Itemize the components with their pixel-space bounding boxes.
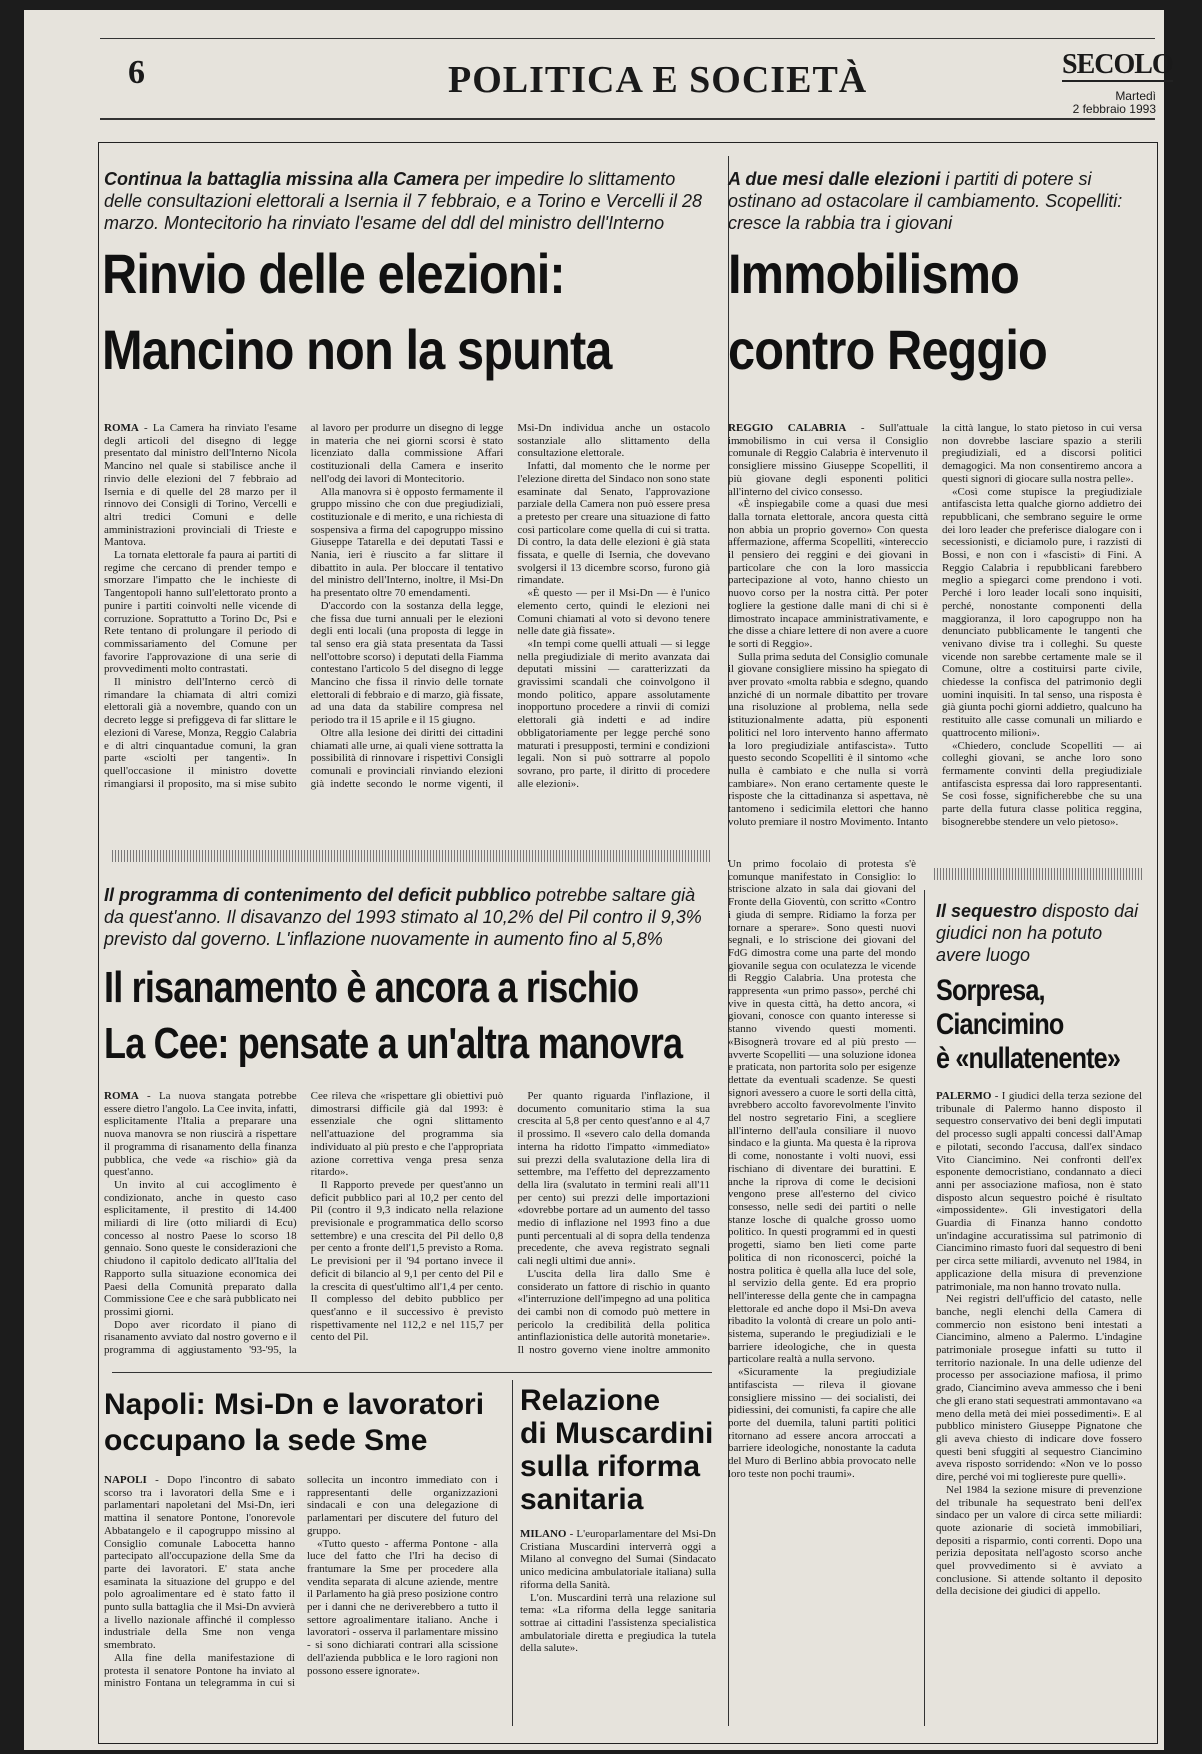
ciancimino-dateline: PALERMO <box>936 1090 992 1102</box>
rinvio-headline-1: Rinvio delle elezioni: <box>102 242 565 305</box>
reggio-paragraph: - Sull'attuale immobilismo in cui versa il Consiglio comunale di Reggio Calabria è intervenuto il consigliere missino Giuseppe Scopelliti, il più giovane degli esponenti politici all'interno del civico consesso. <box>728 422 928 498</box>
reggio-headline-2: contro Reggio <box>728 318 1047 381</box>
masthead-top-rule <box>100 38 1155 39</box>
rinvio-paragraph: Alla manovra si è opposto fermamente il gruppo missino che con due pregiudiziali, costituzionale e di merito, e una richiesta di sospensiva a firma del capogruppo missino Giuseppe Tatarella e dei deputati Tassi e Nania, ieri è riuscito a far slittare il dibattito in aula. Per bloccare il tentativo del ministro dell'Interno, inoltre, il Msi-Dn ha presentato oltre 70 emendamenti. <box>310 485 504 600</box>
risanamento-paragraph: L'uscita della lira dallo Sme è considerato un fattore di rischio in quanto «l'interruzione dell'impegno ad una politica dei cambi non di comodo può mettere in pericolo la credibilità della politica antinflazionistica delle autorità monetarie». Il nostro governo viene inoltre ammonito <box>517 1267 710 1357</box>
risanamento-dateline: ROMA <box>104 1090 139 1102</box>
rinvio-paragraph: La tornata elettorale fa paura ai partiti di regime che cercano di prender tempo e smorzare l'impatto che le inchieste di Tangentopoli hanno sull'elettorato pronto a punire i partiti coinvolti nelle vicende di corruzione. Soprattutto a Torino Dc, Psi e Rete tentano di prolungare il periodo di commissariamento del Comune per favorire l'approvazione di una serie di provvedimenti molto contrastati. <box>104 549 297 676</box>
risanamento-paragraph: Per quanto riguarda l'inflazione, il documento comunitario stima la sua crescita al 5,8 per cento quest'anno e al 4,7 il prossimo. Il «severo calo della domanda interna ha ridotto l'impatto «immediato» sui prezzi della svalutazione della lira di settembre, ma l'effetto del deprezzamento della lira (svalutato in termini reali all'11 per cento) sui prezzi delle importazioni «dovrebbe portare ad un aumento del tasso medio di inflazione nel 1993 fino a due punti percentuali al di sopra della tendenza precedente, che aveva registrato segnali cali negli ultimi due anni». <box>517 1090 710 1268</box>
bottom-section-rule <box>112 1372 712 1373</box>
risanamento-paragraph: Il Rapporto prevede per quest'anno un deficit pubblico pari al 10,2 per cento del Pil (contro il 9,3 indicato nella relazione previsionale e programmatica dello scorso settembre) e una crescita del Pil dello 0,8 per cento a fronte dell'1,5 previsto a Roma. Le previsioni per il '94 portano invece il deficit di bilancio al 9,1 per cento del Pil e la crescita di quest'ultimo all'1,4 per cento. Il complesso del debito pubblico per quest'anno e il successivo è previsto rispettivamente nel 112,2 e nel 115,7 per cento del Pil. <box>310 1178 504 1344</box>
rinvio-kicker-bold: Continua la battaglia missina alla Camera <box>104 169 460 189</box>
section-divider-right <box>934 868 1144 880</box>
ciancimino-paragraph: - I giudici della terza sezione del tribunale di Palermo hanno disposto il sequestro conservativo dei beni degli imputati del processo sugli appalti concessi dall'Amap e pilotati, secondo l'accusa, dall'ex sindaco Vito Ciancimino. Nei confronti dell'ex esponente democristiano, condannato a dieci anni per associazione mafiosa, non è stato disposto alcun sequestro poiché è risultato «impossidente». Gli investigatori della Guardia di Finanza hanno condotto un'indagine accuratissima sul patrimonio di Ciancimino rimasto fuori dal sequestro di beni per circa sette miliardi, avvenuto nel 1984, in applicazione della misura di prevenzione patrimoniale, ma non hanno trovato nulla. <box>936 1090 1142 1293</box>
napoli-paragraph: Alla fine della manifestazione di protesta il senatore Pontone ha inviato al ministro Fontana un telegramma in cui si sollecita un incontro immediato con i rappresentanti delle organizzazioni sindacali e con una delegazione di parlamentari per discutere del futuro del gruppo. <box>104 1474 498 1690</box>
muscardini-headline-line: di Muscardini <box>520 1417 714 1450</box>
column-rule-bottom <box>512 1380 513 1726</box>
reggio-paragraph: «Così come stupisce la pregiudiziale antifascista letta qualche giorno addietro dei repubblicani, che sembrano seguire le orme dei loro leader che preferisce dialogare con i secessionisti, e diciamolo pure, i razzisti di Bossi, e non con i «fascisti» di Fini. A Reggio Calabria i repubblicani farebbero meglio a spiegarci come prendono i voti. Perché i loro leader locali sono inquisiti, perché, nonostante componenti della maggioranza, il loro capogruppo non ha denunciato pubblicamente le tangenti che venivano divise tra i colleghi. Su queste vicende non sarebbe certamente male se il Comune, oltre a costituirsi parte civile, chiedesse la confisca del patrimonio degli uomini inquisiti. In tal senso, una risposta è già giunta pochi giorni addietro, qualcuno ha restituito alle casse comunali un miliardo e quattrocento milioni». <box>942 485 1142 739</box>
muscardini-headline-line: Relazione <box>520 1384 661 1417</box>
masthead-bottom-rule <box>100 118 1155 120</box>
napoli-body <box>104 1474 498 1726</box>
reggio-kicker-bold: A due mesi dalle elezioni <box>728 169 941 189</box>
muscardini-paragraph: L'on. Muscardini terrà una relazione sul tema: «La riforma della legge sanitaria sottrae ai cittadini l'assistenza specialistica ambulatoriale diretta e pregiudica la tutela della salute». <box>520 1591 716 1655</box>
reggio-paragraph: «È inspiegabile come a quasi due mesi dalla tornata elettorale, ancora questa città non abbia un proprio governo» Con questa affermazione, afferma Scopelliti, «intereccio il pensiero dei reggini e dei giovani in particolare che con la loro massiccia partecipazione al voto, hanno chiesto un nuovo corso per la nostra città. Per poter togliere la gestione dalle mani di chi si è dimostrato incapace amministrativamente, e che disse a chiare lettere di non avere a cuore le sorti di Reggio». <box>728 498 928 650</box>
rinvio-headline-2: Mancino non la spunta <box>102 318 612 381</box>
muscardini-headline-line: sulla riforma <box>520 1450 701 1483</box>
newspaper-logo: SECOLO <box>1062 49 1173 80</box>
muscardini-headline-line: sanitaria <box>520 1483 644 1516</box>
risanamento-headline-1: Il risanamento è ancora a rischio <box>104 963 639 1012</box>
column-rule-ciancimino <box>924 890 925 1726</box>
napoli-paragraph: - Dopo l'incontro di sabato scorso tra i lavoratori della Sme e i parlamentari napoletani del Msi-Dn, ieri mattina il senatore Pontone, l'onorevole Abbatangelo e il capogruppo missino al Consiglio comunale Labocetta hanno partecipato all'occupazione della Sme da parte dei lavoratori. E' stata anche esaminata la situazione del gruppo e del polo agroalimentare ed è stato fatto il punto sulla battaglia che il Msi-Dn avvierà a livello nazionale affinché il complesso industriale della Sme non venga smembrato. <box>104 1474 295 1652</box>
reggio-paragraph: «Sicuramente la pregiudiziale antifascista — rileva il giovane consigliere missino — dei socialisti, dei pidiessini, dei comunisti, fa capire che alle porte del duemila, taluni partiti politici ritornano ad essere ancora arroccati a barriere ideologiche, nonostante la caduta del Muro di Berlino abbia provocato nelle loro teste non pochi traumi». <box>728 1366 916 1480</box>
ciancimino-kicker-text: disposto dai giudici non ha potuto avere luogo <box>936 901 1139 965</box>
rinvio-paragraph: - La Camera ha rinviato l'esame degli articoli del disegno di legge presentato dal ministro dell'Interno Nicola Mancino nel quale si stabilisce anche il rinvio delle elezioni del 7 febbraio ad Isernia e di quelle del 28 marzo per il rinnovo dei Consigli di Torino, Vercelli e altri tredici Comuni e delle amministrazioni provinciali di Trieste e Mantova. <box>104 422 297 549</box>
ciancimino-kicker <box>936 900 1142 966</box>
issue-weekday: Martedì <box>1115 89 1156 103</box>
reggio-paragraph: Un primo focolaio di protesta s'è comunque manifestato in Consiglio: lo striscione alzato in sala dai giovani del Fronte della Gioventù, con scritto «Contro i giuda di sempre. Ridiamo la forza per tornare a sperare». Sono questi nuovi segnali, e lo striscione dei giovani del FdG dimostra come una parte del mondo giovanile segua con oculatezza le vicende di Reggio Calabria. Una protesta che rappresenta «un primo passo», perché chi vive in questa città, ha detto ancora, «i giovani, conosce con quanto interesse si stanno vivendo questi momenti. «Bisognerà trovare ed al più presto — avverte Scopelliti — una soluzione idonea e praticata, non partorita solo per esigenze dettate da eventuali scadenze. Se questi signori avessero a cuore le sorti della città, avrebbero accolto favorevolmente l'invito del nostro segretario Fini, a scegliere all'interno dell'aula consiliare il nuovo sindaco e la giunta. Ma questa è la riprova di come, nonostante i volti nuovi, essi rischiano di diventare dei burattini. E anche la riprova di come le decisioni vengono prese all'esterno del civico consesso, nelle sedi dei partiti o nelle stanze losche di qualche grosso uomo politico. In questi programmi ed in questi progetti, siamo ben lieti come parte politica di non riconoscerci, poiché la nostra politica è quella alla luce del sole, al servizio della gente. Ed era proprio nell'interesse della gente che in campagna elettorale ed anche dopo il Msi-Dn aveva ribadito la volontà di creare un polo anti-sistema, superando le pregiudiziali e le barriere ideologiche, che in questa particolare realtà a nulla servono. <box>728 858 916 1366</box>
ciancimino-headline-line: è «nullatenente» <box>936 1042 1121 1075</box>
rinvio-kicker-text: per impedire lo slittamento delle consultazioni elettorali a Isernia il 7 febbraio, e a Torino e Vercelli il 28 marzo. Montecitorio ha rinviato l'esame del ddl del ministro dell'Interno <box>104 169 703 233</box>
reggio-headline-1: Immobilismo <box>728 242 1019 305</box>
rinvio-paragraph: Oltre alla lesione dei diritti dei cittadini chiamati alle urne, ai quali viene sottratta la possibilità di rinnovare i rispettivi Consigli comunali e provinciali rinviando elezioni già indette secondo le norme vigenti, il Msi-Dn individua anche un ostacolo sostanziale allo slittamento della consultazione elettorale. <box>310 422 710 790</box>
reggio-body-top <box>728 422 1142 852</box>
rinvio-paragraph: D'accordo con la sostanza della legge, che fissa due turni annuali per le elezioni degli enti locali (una proposta di legge in tal senso era già stata presentata da Tassi nell'ottobre scorso) i deputati della Fiamma contestano l'articolo 5 del disegno di legge Mancino che fissa il rinvio delle tornate elettorali di febbraio e di marzo, già fissate, ad una data da stabilire compresa nel periodo tra il 15 aprile e il 15 giugno. <box>310 599 504 727</box>
risanamento-kicker-bold: Il programma di contenimento del deficit pubblico <box>104 885 532 905</box>
risanamento-kicker-text: potrebbe saltare già da quest'anno. Il disavanzo del 1993 stimato al 10,2% del Pil contro il 9,3% previsto dal governo. L'inflazione nuovamente in aumento fino al 5,8% <box>104 885 702 949</box>
reggio-dateline: REGGIO CALABRIA <box>728 422 847 434</box>
napoli-headline-1: Napoli: Msi-Dn e lavoratori <box>104 1388 485 1421</box>
reggio-kicker-text: i partiti di potere si ostinano ad ostacolare il cambiamento. Scopelliti: cresce la rabbia tra i giovani <box>728 169 1123 233</box>
rinvio-paragraph: Infatti, dal momento che le norme per l'elezione diretta del Sindaco non sono state esaminate dal Senato, l'approvazione parziale della Camera non può essere presa a pretesto per creare una situazione di fatto così particolare come quella di cui si tratta. Di contro, la data delle elezioni è già stata fissata, e quelle di Isernia, che dovevano svolgersi il 13 dicembre scorso, furono già rimandate. <box>517 460 710 587</box>
rinvio-paragraph: Il ministro dell'Interno cercò di rimandare la chiamata di altri comizi elettorali già a novembre, quando con un decreto legge si prefiggeva di far slittare le elezioni di Varese, Monza, Reggio Calabria e di altri cinquantadue comuni, la gran parte «sciolti per tangenti». In quell'occasione il ministro dovette rimangiarsi il proposito, ma si mise subito al lavoro per produrre un disegno di legge in materia che nei giorni scorsi è stato licenziato dalla commissione Affari costituzionali della Camera e inserito nell'odg dei lavori di Montecitorio. <box>104 422 504 790</box>
rinvio-body <box>104 422 710 852</box>
newspaper-page <box>24 10 1173 1750</box>
reggio-paragraph: Sulla prima seduta del Consiglio comunale il giovane consigliere missino ha spiegato di aver provato «molta rabbia e sdegno, quando anziché di un normale dibattito per trovare una risoluzione al problema, nella sede istituzionalmente adatta, più esponenti politici nel loro intervento hanno affermato la loro pregiudiziale antifascista». Tutto questo secondo Scopelliti è il sintomo «che nulla è cambiato e che nulla si vorrà cambiare». Non erano certamente queste le risposte che la cittadinanza si aspettava, nè tantomeno i sedicimila elettori che hanno voluto premiare il nostro Movimento. Intanto la città langue, lo stato pietoso in cui versa non dovrebbe lasciare spazio a sterili pregiudiziali, ed a discorsi politici demagogici. Ma non consentiremo ancora a questi signori di giocare sulla nostra pelle». <box>728 422 1142 828</box>
napoli-dateline: NAPOLI <box>104 1474 147 1486</box>
section-title: POLITICA E SOCIETÀ <box>448 59 868 101</box>
risanamento-kicker <box>104 884 710 950</box>
risanamento-headline-2: La Cee: pensate a un'altra manovra <box>104 1019 683 1068</box>
rinvio-dateline: ROMA <box>104 422 139 434</box>
napoli-headline-2: occupano la sede Sme <box>104 1424 428 1457</box>
reggio-body-continued <box>728 858 916 1726</box>
ciancimino-headline-line: Ciancimino <box>936 1008 1064 1041</box>
ciancimino-kicker-bold: Il sequestro <box>936 901 1038 921</box>
rinvio-paragraph: «In tempi come quelli attuali — si legge nella pregiudiziale di merito avanzata dai deputati missini — caratterizzati da gravissimi scandali che coinvolgono il mondo politico, appare assolutamente inopportuno procedere a rinvii di comizi elettorali già indetti e ad indire obbligatoriamente per legge perché sono maturati i presupposti, termini e condizioni legali. Non si può sottrarre al popolo sovrano, pro parte, il diritto di procedere alle elezioni». <box>517 637 710 790</box>
muscardini-body <box>520 1528 716 1726</box>
risanamento-paragraph: - La nuova stangata potrebbe essere dietro l'angolo. La Cee invita, infatti, esplicitamente l'Italia a preparare una nuova manovra se non riuscirà a rispettare il programma di risanamento della finanza pubblica, che vede «a rischio» già da quest'anno. <box>104 1090 297 1179</box>
issue-full-date: 2 febbraio 1993 <box>1072 102 1156 116</box>
muscardini-dateline: MILANO <box>520 1528 567 1540</box>
ciancimino-headline <box>936 974 1120 1076</box>
issue-date <box>1060 90 1156 116</box>
muscardini-paragraph: - L'europarlamentare del Msi-Dn Cristiana Muscardini interverrà oggi a Milano al convegno del Sumai (Sindacato unico medicina ambulatoriale italiana) sulla riforma della Sanità. <box>520 1528 716 1591</box>
risanamento-body <box>104 1090 710 1360</box>
rinvio-kicker <box>104 168 710 234</box>
reggio-kicker <box>728 168 1128 234</box>
page-number: 6 <box>128 54 145 91</box>
ciancimino-paragraph: Nel 1984 la sezione misure di prevenzione del tribunale ha sequestrato beni dell'ex sindaco per un valore di circa sette miliardi: quote azionarie di società immobiliari, depositi a risparmio, conti correnti. Dopo una perizia depositata nell'agosto scorso anche quel provvedimento si è avviato a conclusione. Si attende soltanto il deposito della decisione dei giudici di appello. <box>936 1483 1142 1598</box>
muscardini-headline <box>520 1384 713 1516</box>
ciancimino-body <box>936 1090 1142 1726</box>
reggio-paragraph: «Chiedero, conclude Scopelliti — ai colleghi giovani, se anche loro sono fermamente convinti della pregiudiziale antifascista espressa dai loro rappresentanti. Se così fosse, significherebbe che su una parte della futura classe politica reggina, bisognerebbe stendere un velo pietoso». <box>942 739 1142 828</box>
risanamento-paragraph: Un invito al cui accoglimento è condizionato, anche in questo caso esplicitamente, il prestito di 14.400 miliardi di lire (otto miliardi di Ecu) concesso al nostro Paese lo scorso 18 gennaio. Sono queste le considerazioni che chiudono il capitolo dedicato all'Italia del Rapporto sulla situazione economica dei Paesi della Comunità preparato dalla Commissione Cee e che sarà pubblicato nei prossimi giorni. <box>104 1178 297 1318</box>
ciancimino-headline-line: Sorpresa, <box>936 974 1045 1007</box>
napoli-paragraph: «Tutto questo - afferma Pontone - alla luce del fatto che l'Iri ha deciso di frantumare la Sme per procedere alla vendita separata di alcune aziende, mentre il Parlamento ha già preso posizione contro per i danni che ne deriverebbero a tutto il settore agroalimentare italiano. Anche i lavoratori - osserva il parlamentare missino - si sono dichiarati contrari alla scissione dell'azienda pubblica e le loro ragioni non possono essere ignorate». <box>307 1537 498 1677</box>
ciancimino-paragraph: Nei registri dell'ufficio del catasto, nelle banche, negli elenchi della Camera di commercio non esistono beni intestati a Ciancimino, almeno a Palermo. L'indagine patrimoniale prosegue infatti su tutto il territorio nazionale. In una delle udienze del processo per associazione mafiosa, il primo grado, Ciancimino aveva ammesso che i beni che gli erano stati sequestrati ammontavano «a meno della metà dei miei possedimenti». E al pubblico ministero Giuseppe Pignatone che gli aveva chiesto di indicare dove fossero questi beni sfuggiti al sequestro Ciancimino aveva risposto sorridendo: «Non ve lo posso dire, perché voi mi togliereste pure quelli». <box>936 1293 1142 1484</box>
risanamento-paragraph: Dopo aver ricordato il piano di risanamento avviato dal nostro governo e il programma di aggiustamento '93-'95, la Cee rileva che «rispettare gli obiettivi può dimostrarsi difficile già dal 1993: è essenziale che ogni slittamento nell'attuazione del programma sia individuato al più presto e che l'appropriata azione correttiva venga presa senza ritardo». <box>104 1090 504 1357</box>
rinvio-paragraph: «È questo — per il Msi-Dn — è l'unico elemento certo, quindi le elezioni nei Comuni chiamati al voto si devono tenere nelle date già fissate». <box>517 587 710 638</box>
